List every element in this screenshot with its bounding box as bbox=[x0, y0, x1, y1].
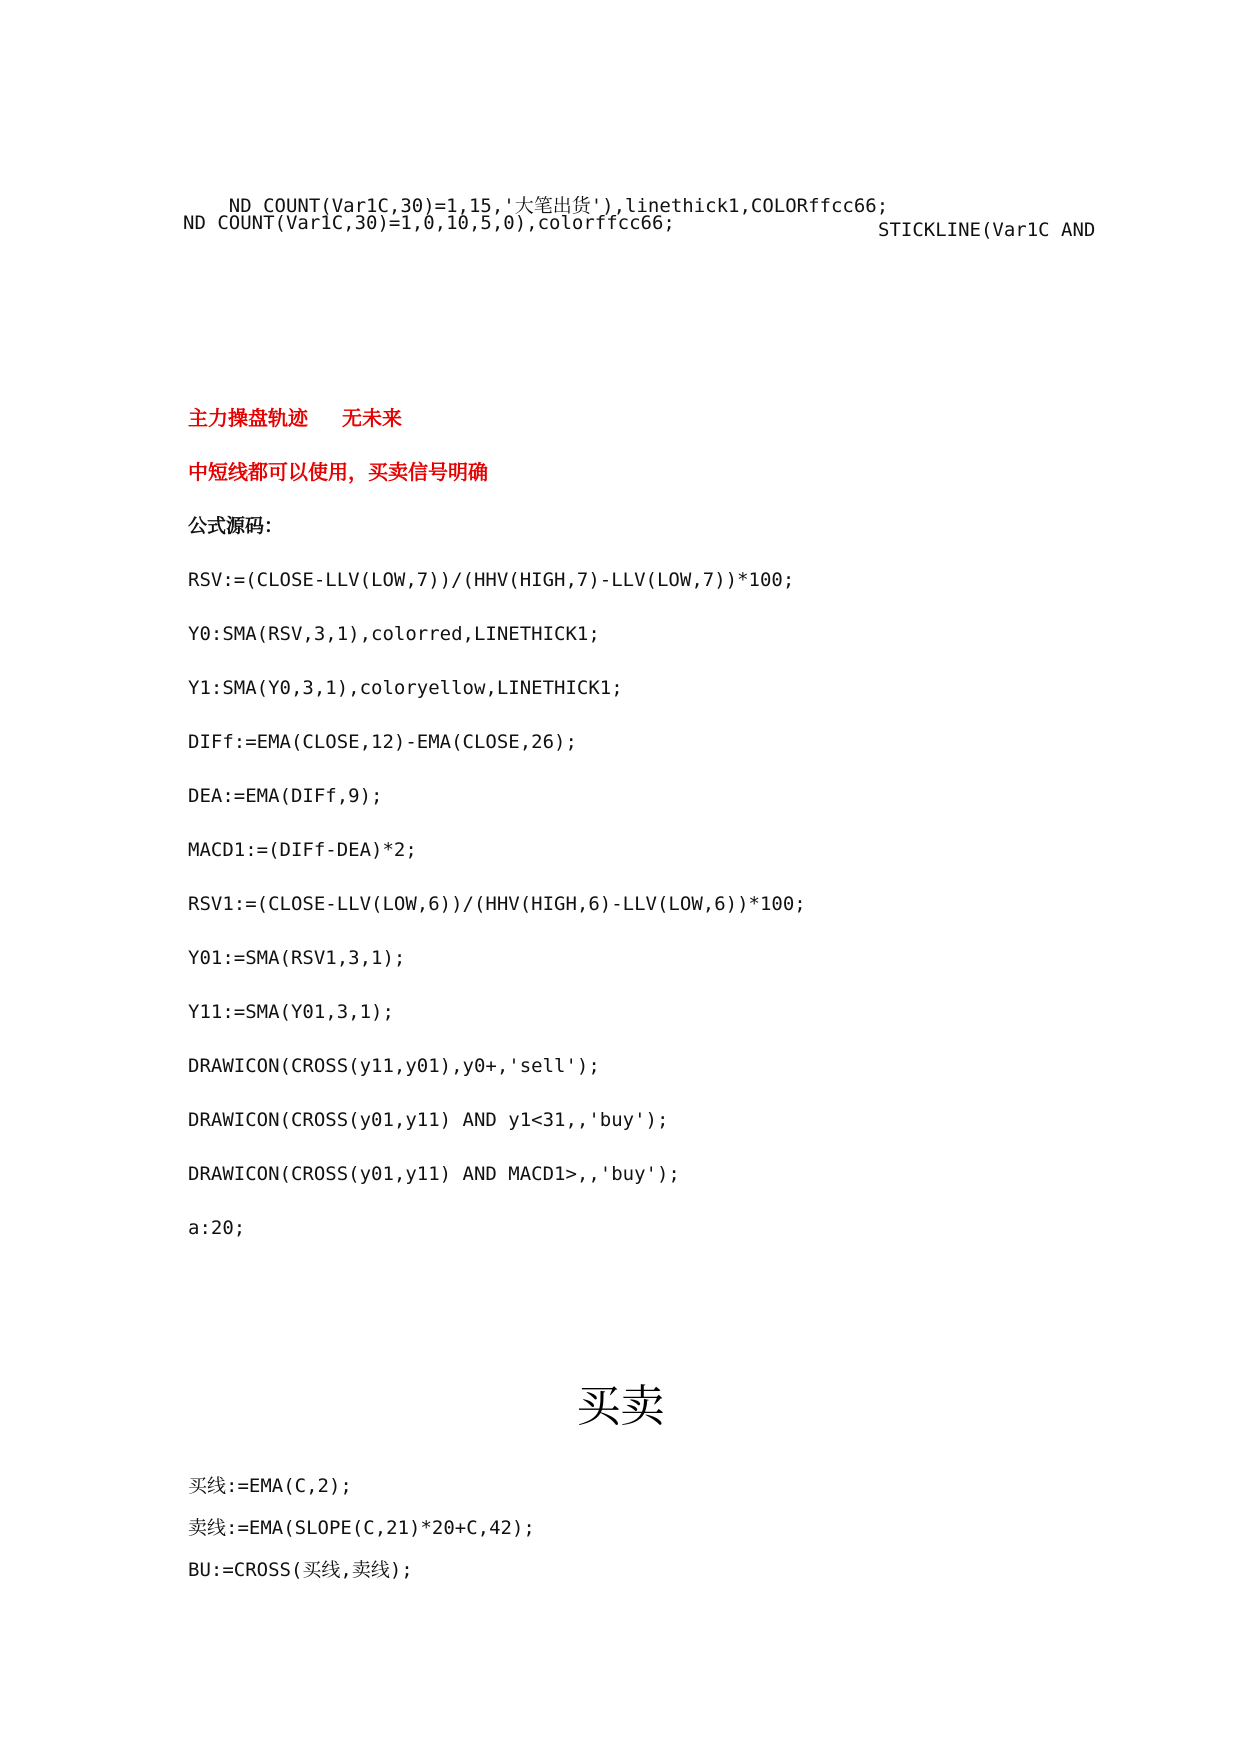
section-subtitle: 中短线都可以使用，买卖信号明确 bbox=[188, 460, 488, 484]
code-line: Y1:SMA(Y0,3,1),coloryellow,LINETHICK1; bbox=[188, 677, 623, 699]
continued-code-line-2: ND COUNT(Var1C,30)=1,0,10,5,0),colorffcc66; bbox=[183, 212, 675, 234]
code-line: RSV:=(CLOSE-LLV(LOW,7))/(HHV(HIGH,7)-LLV(LOW,7))*100; bbox=[188, 569, 795, 591]
code-line: DRAWICON(CROSS(y01,y11) AND y1<31,,'buy'); bbox=[188, 1109, 669, 1131]
source-code-label: 公式源码： bbox=[188, 515, 284, 537]
code-line: DRAWICON(CROSS(y11,y01),y0+,'sell'); bbox=[188, 1055, 600, 1077]
code-line: DIFf:=EMA(CLOSE,12)-EMA(CLOSE,26); bbox=[188, 731, 577, 753]
code-line: MACD1:=(DIFf-DEA)*2; bbox=[188, 839, 417, 861]
code-line: Y01:=SMA(RSV1,3,1); bbox=[188, 947, 406, 969]
code-line: 买线:=EMA(C,2); bbox=[188, 1475, 352, 1497]
continued-code-segment: ND COUNT(Var1C,30)=1,15,'大笔出货'),linethick1,COLORffcc66; bbox=[228, 195, 889, 217]
section-title-main: 主力操盘轨迹 bbox=[188, 406, 308, 430]
section-title-note: 无未来 bbox=[342, 406, 402, 430]
code-line: DRAWICON(CROSS(y01,y11) AND MACD1>,,'buy'); bbox=[188, 1163, 680, 1185]
code-line: Y0:SMA(RSV,3,1),colorred,LINETHICK1; bbox=[188, 623, 600, 645]
code-line: RSV1:=(CLOSE-LLV(LOW,6))/(HHV(HIGH,6)-LLV(LOW,6))*100; bbox=[188, 893, 806, 915]
code-line: BU:=CROSS(买线,卖线); bbox=[188, 1559, 413, 1581]
code-line: 卖线:=EMA(SLOPE(C,21)*20+C,42); bbox=[188, 1517, 535, 1539]
code-line: Y11:=SMA(Y01,3,1); bbox=[188, 1001, 394, 1023]
code-line: DEA:=EMA(DIFf,9); bbox=[188, 785, 383, 807]
code-line: a:20; bbox=[188, 1217, 246, 1239]
section-heading: 买卖 bbox=[576, 1381, 665, 1432]
section-title bbox=[188, 406, 402, 430]
continued-code-segment: STICKLINE(Var1C AND bbox=[878, 219, 1096, 241]
